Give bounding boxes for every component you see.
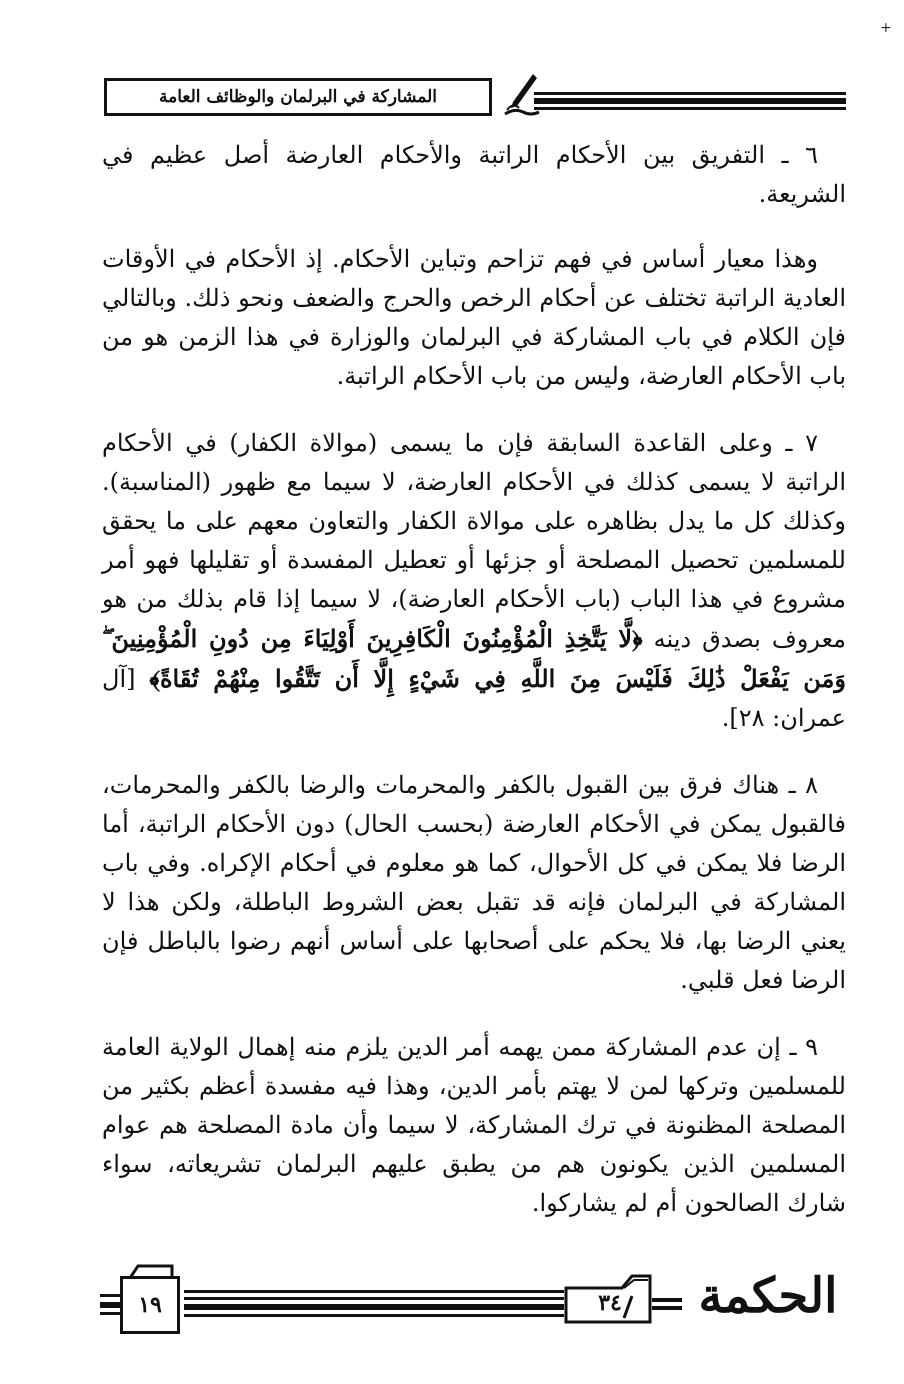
quran-close-bracket: ﴾ — [149, 664, 160, 693]
header-rules — [534, 92, 846, 110]
paragraph-9: ٩ ـ إن عدم المشاركة ممن يهمه أمر الدين يلزم منه إهمال الولاية العامة للمسلمين وتركها لمن لا يهتم بأمر الدين، وهذا فيه مفسدة أعظم بكثير من المصلحة المظنونة في ترك المشاركة، لا سيما وأن مادة المصلحة هم عوام المسلمين الذين يكونون هم من يطبق عليهم البرلمان تشريعاته، سواء شارك الصالحون أم لم يشاركوا. — [102, 1033, 846, 1217]
quran-verse: لَّا يَتَّخِذِ الْمُؤْمِنُونَ الْكَافِرِينَ أَوْلِيَاءَ مِن دُونِ الْمُؤْمِنِينَ ۖ وَمَن يَفْعَلْ ذَٰلِكَ فَلَيْسَ مِنَ اللَّهِ فِي شَيْءٍ إِلَّا أَن تَتَّقُوا مِنْهُمْ تُقَاةً — [102, 624, 846, 693]
running-header — [104, 78, 492, 116]
paragraph-8: ٨ ـ هناك فرق بين القبول بالكفر والمحرمات والرضا بالكفر والمحرمات، فالقبول يمكن في الأحكام العارضة (بحسب الحال) دون الأحكام الراتبة، أما الرضا فلا يمكن في كل الأحوال، كما هو معلوم في أحكام الإكراه. وفي باب المشاركة في البرلمان فإنه قد تقبل بعض الشروط الباطلة، ولكن هذا لا يعني الرضا بها، فلا يحكم على أصحابها على أساس أنهم رضوا بالباطل فإن الرضا فعل قلبي. — [102, 771, 846, 994]
crop-mark: + — [880, 20, 892, 36]
page-number-box — [120, 1276, 180, 1334]
article-body — [102, 136, 846, 1251]
paragraph-6: ٦ ـ التفريق بين الأحكام الراتبة والأحكام العارضة أصل عظيم في الشريعة. — [102, 141, 846, 208]
footer-left-rules — [100, 1294, 120, 1320]
brand-logo: الحكمة — [698, 1268, 838, 1324]
page-number: ١٩ — [138, 1292, 162, 1318]
footer-rules — [184, 1290, 564, 1318]
header-title: المشاركة في البرلمان والوظائف العامة — [159, 87, 437, 107]
paragraph-7 — [102, 424, 846, 738]
paragraph-intro: وهذا معيار أساس في فهم تزاحم وتباين الأحكام. إذ الأحكام في الأوقات العادية الراتبة تختلف عن أحكام الرخص والحرج والضعف ونحو ذلك. وبالتالي فإن الكلام في باب المشاركة في البرلمان والوزارة في هذا الزمن هو من باب الأحكام العارضة، وليس من باب الأحكام الراتبة. — [102, 245, 846, 390]
paragraph-7-text: ٧ ـ وعلى القاعدة السابقة فإن ما يسمى (موالاة الكفار) في الأحكام الراتبة لا يسمى كذلك في الأحكام العارضة، لا سيما مع ظهور (المناسبة). وكذلك كل ما يدل بظاهره على موالاة الكفار والتعاون معهم على ما يحقق للمسلمين تحصيل المصلحة أو جزئها أو تعطيل المفسدة أو تقليلها فهو أمر مشروع في هذا الباب (باب الأحكام العارضة)، لا سيما إذا قام بذلك من هو معروف بصدق دينه — [102, 429, 846, 653]
quran-reference: [آل عمران: ٢٨]. — [102, 665, 846, 732]
issue-number: ٣٤ — [598, 1290, 622, 1316]
footer-dash — [652, 1296, 682, 1312]
quran-open-bracket: ﴿ — [632, 624, 643, 653]
